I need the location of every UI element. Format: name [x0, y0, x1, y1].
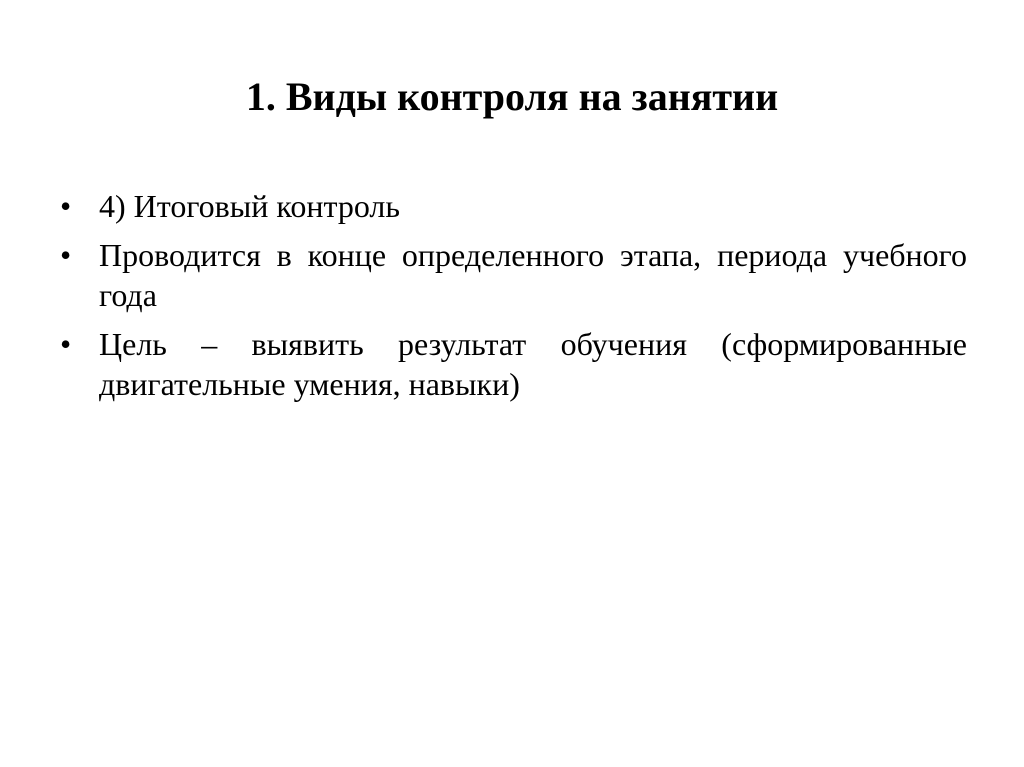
slide-title: 1. Виды контроля на занятии: [245, 74, 779, 119]
bullet-item-timing: [57, 235, 967, 315]
bullet-text: 4) Итоговый контроль: [99, 188, 400, 224]
bullet-dot-icon: •: [60, 188, 72, 224]
bullet-dot-icon: •: [60, 326, 72, 362]
bullet-item-final-control: [57, 186, 967, 226]
bullet-text: Цель – выявить результат обучения (сформированные двигательные умения, навыки): [99, 326, 967, 402]
bullet-list: [57, 186, 967, 413]
bullet-text: Проводится в конце определенного этапа, периода учебного года: [99, 237, 967, 313]
bullet-dot-icon: •: [60, 237, 72, 273]
bullet-item-goal: [57, 324, 967, 404]
